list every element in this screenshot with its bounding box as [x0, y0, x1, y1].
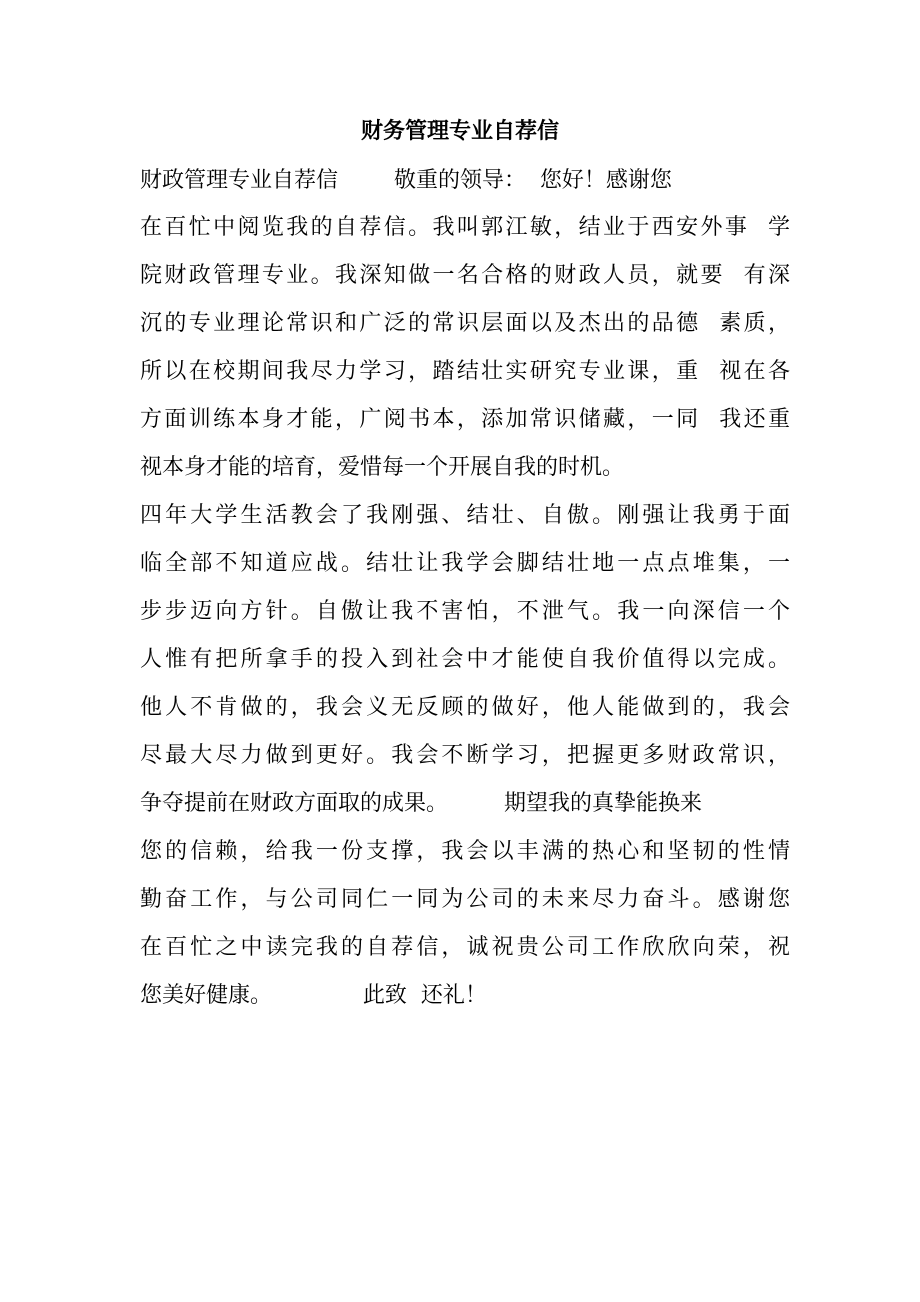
document-line: 视本身才能的培育，爱惜每一个开展自我的时机。 — [140, 455, 625, 480]
document-line: 步步迈向方针。自傲让我不害怕，不泄气。我一向深信一个 — [140, 599, 790, 624]
document-line: 争夺提前在财政方面取的成果。 期望我的真挚能换来 — [140, 791, 702, 816]
document-line: 您美好健康。 此致 还礼！ — [140, 983, 487, 1008]
document-line: 财政管理专业自荐信 敬重的领导： 您好！感谢您 — [140, 168, 672, 193]
document-line: 沉的专业理论常识和广泛的常识层面以及杰出的品德 素质， — [140, 311, 790, 336]
document-line: 临全部不知道应战。结壮让我学会脚结壮地一点点堆集，一 — [140, 551, 790, 576]
document-line: 所以在校期间我尽力学习，踏结壮实研究专业课，重 视在各 — [140, 359, 790, 384]
document-line: 勤奋工作，与公司同仁一同为公司的未来尽力奋斗。感谢您 — [140, 887, 790, 912]
document-line: 方面训练本身才能，广阅书本，添加常识储藏，一同 我还重 — [140, 407, 790, 432]
document-line: 在百忙中阅览我的自荐信。我叫郭江敏，结业于西安外事 学 — [140, 215, 790, 240]
document-line: 在百忙之中读完我的自荐信，诚祝贵公司工作欣欣向荣，祝 — [140, 935, 790, 960]
document-line: 尽最大尽力做到更好。我会不断学习，把握更多财政常识， — [140, 743, 790, 768]
document-line: 您的信赖，给我一份支撑，我会以丰满的热心和坚韧的性情 — [140, 839, 790, 864]
document-title: 财务管理专业自荐信 — [360, 118, 559, 144]
document-line: 四年大学生活教会了我刚强、结壮、自傲。刚强让我勇于面 — [140, 503, 790, 528]
document-line: 人惟有把所拿手的投入到社会中才能使自我价值得以完成。 — [140, 647, 790, 672]
document-line: 院财政管理专业。我深知做一名合格的财政人员，就要 有深 — [140, 263, 790, 288]
document-line: 他人不肯做的，我会义无反顾的做好，他人能做到的，我会 — [140, 695, 790, 720]
